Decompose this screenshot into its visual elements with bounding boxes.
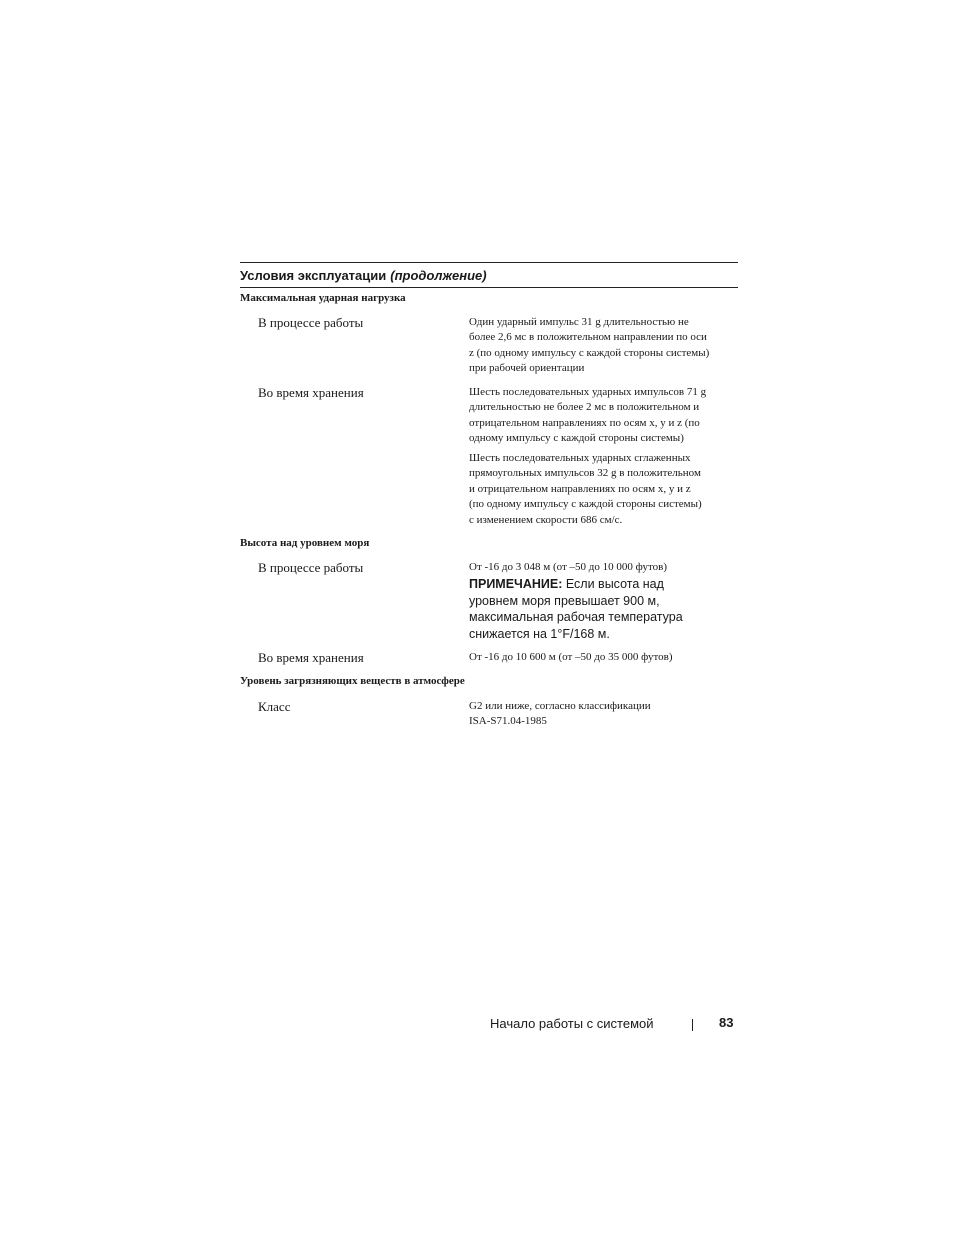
value-line: G2 или ниже, согласно классификации xyxy=(469,700,651,712)
value-line: при рабочей ориентации xyxy=(469,362,585,375)
section-heading-altitude: Высота над уровнем моря xyxy=(240,537,370,549)
row-value-shock-storage-2 xyxy=(469,451,737,528)
table-title-continued: (продолжение) xyxy=(390,267,487,283)
row-label-altitude-operating: В процессе работы xyxy=(258,560,364,575)
row-value-shock-storage xyxy=(469,385,737,447)
table-title-bar xyxy=(240,262,738,288)
value-line: и отрицательном направлениях по осям x, y и z xyxy=(469,482,691,495)
row-label-class: Класс xyxy=(258,699,291,714)
row-value-altitude-operating: От -16 до 3 048 м (от –50 до 10 000 футов) xyxy=(469,561,668,573)
value-line: Шесть последовательных ударных импульсов 71 g xyxy=(469,386,707,398)
value-line: (по одному импульсу с каждой стороны системы) xyxy=(469,498,702,511)
section-heading-shock: Максимальная ударная нагрузка xyxy=(240,292,406,304)
value-line: более 2,6 мс в положительном направлении по оси xyxy=(469,331,707,344)
value-line: отрицательном направлениях по осям x, y и z (по xyxy=(469,416,700,429)
altitude-note xyxy=(469,576,737,642)
value-line: ISA-S71.04-1985 xyxy=(469,715,547,728)
note-line: снижается на 1°F/168 м. xyxy=(469,626,610,641)
note-line: максимальная рабочая температура xyxy=(469,610,683,624)
table-title: Условия эксплуатации xyxy=(240,267,387,283)
footer-separator xyxy=(692,1019,693,1031)
value-line: z (по одному импульсу с каждой стороны системы) xyxy=(469,346,710,359)
row-label-altitude-storage: Во время хранения xyxy=(258,650,364,665)
row-label-shock-storage: Во время хранения xyxy=(258,385,364,400)
row-value-class xyxy=(469,699,737,730)
value-line: прямоугольных импульсов 32 g в положительном xyxy=(469,467,701,480)
note-label: ПРИМЕЧАНИЕ: xyxy=(469,577,563,591)
row-label-shock-operating: В процессе работы xyxy=(258,315,364,330)
note-line: Если высота над xyxy=(562,577,664,591)
row-value-altitude-storage: От -16 до 10 600 м (от –50 до 35 000 футов) xyxy=(469,651,673,663)
footer-section-title: Начало работы с системой xyxy=(490,1016,654,1031)
page-number: 83 xyxy=(719,1015,734,1030)
specs-table xyxy=(240,262,738,728)
value-line: одному импульсу с каждой стороны системы) xyxy=(469,432,684,445)
note-line: уровнем моря превышает 900 м, xyxy=(469,593,660,608)
value-line: с изменением скорости 686 см/с. xyxy=(469,513,623,526)
section-heading-contaminants: Уровень загрязняющих веществ в атмосфере xyxy=(240,675,465,687)
value-line: Один ударный импульс 31 g длительностью не xyxy=(469,316,689,328)
value-line: длительностью не более 2 мс в положительном и xyxy=(469,401,700,414)
row-value-shock-operating xyxy=(469,315,737,377)
value-line: Шесть последовательных ударных сглаженных xyxy=(469,452,691,464)
